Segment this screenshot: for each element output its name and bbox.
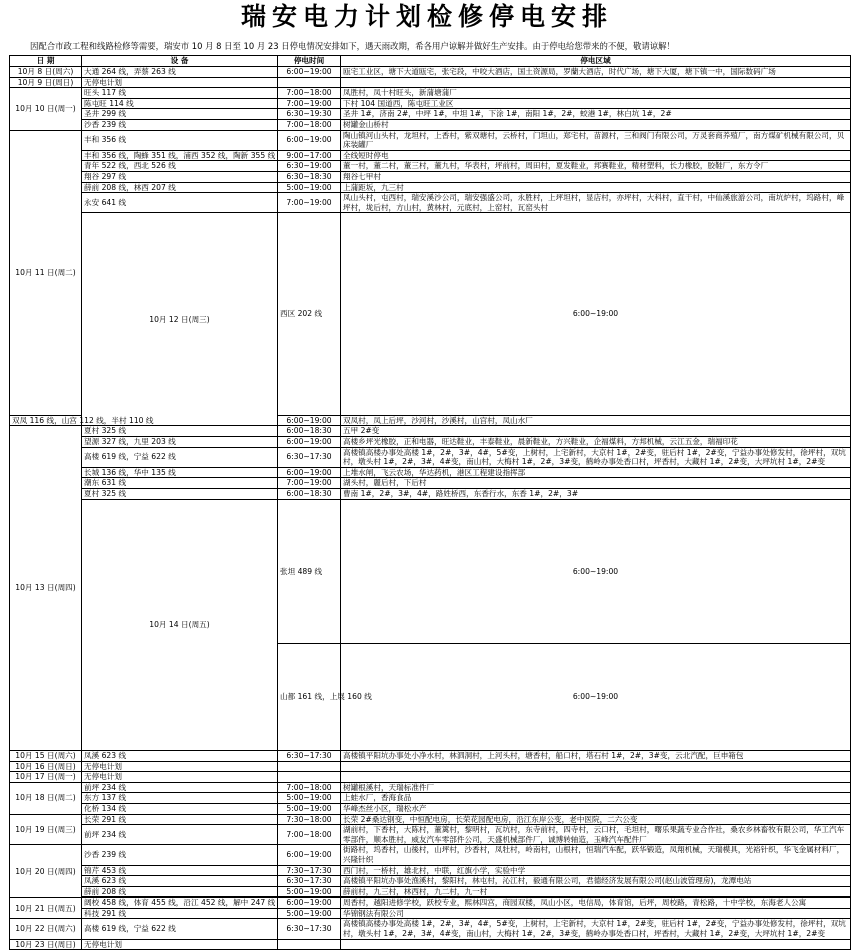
equipment-cell: 圣井 299 线: [82, 109, 278, 120]
table-row: [10, 886, 851, 897]
time-cell: 6:30~18:30: [278, 171, 341, 182]
equipment-cell: 无停电计划: [82, 772, 278, 783]
time-cell: 6:30~17:30: [278, 876, 341, 887]
area-cell: 上蒲距坂，九三村: [341, 182, 851, 193]
equipment-cell: 夏村 325 线: [82, 488, 278, 499]
table-row: [10, 436, 851, 447]
equipment-cell: 高楼 619 线，宁益 622 线: [82, 447, 278, 467]
area-cell: 西门村，一桥村，雄北村，中联，红旗小学，实验中学: [341, 865, 851, 876]
table-row: [10, 488, 851, 499]
table-row: [10, 447, 851, 467]
table-row: [10, 150, 851, 161]
table-row: [10, 825, 851, 845]
table-row: [10, 213, 851, 415]
table-header-row: [10, 56, 851, 67]
equipment-cell: 无停电计划: [82, 939, 278, 950]
time-cell: 6:30~17:30: [278, 919, 341, 939]
equipment-cell: 长荣 291 线: [82, 814, 278, 825]
area-cell: 下村 104 国道西，陈屯旺工业区: [341, 98, 851, 109]
time-cell: [278, 772, 341, 783]
equipment-cell: 薛前 208 线: [82, 886, 278, 897]
header-area: 停电区域: [341, 56, 851, 67]
table-row: [10, 793, 851, 804]
area-cell: 董一村，董二村，董三村，董九村，华表村，坪前村，周田村，夏发鞋业，邦赛鞋业，精材塑料，长力橡胶，胶鞋厂，东方令厂: [341, 161, 851, 172]
table-row: [10, 772, 851, 783]
time-cell: 7:00~19:00: [278, 478, 341, 489]
table-row: [10, 499, 851, 644]
equipment-cell: 化桥 134 线: [82, 803, 278, 814]
table-row: [10, 98, 851, 109]
table-row: [10, 77, 851, 88]
area-cell: 陶山镇河山头村，龙坦村，上香村，紫双塘村，云桥村，门坦山，郑宅村，苗源村，三和阀门有限公司，万灵套商养殖厂，南方煤矿机械有限公司，贝床装罐厂: [341, 130, 851, 150]
equipment-cell: 沙香 239 线: [82, 845, 278, 865]
area-cell: 长荣 2#桑达钢变，中恒配电房，长荣花园配电房，沿江东岸公变，老中医院，二六公变: [341, 814, 851, 825]
table-row: [10, 803, 851, 814]
table-row: [10, 415, 851, 426]
time-cell: 7:30~18:00: [278, 814, 341, 825]
time-cell: 6:00~19:00: [278, 845, 341, 865]
equipment-cell: 凤溪 623 线: [82, 750, 278, 761]
date-cell: 10月 16 日(周日): [10, 761, 82, 772]
area-cell: 圣井 1#，济南 2#，中坪 1#，中坦 1#，下涂 1#，南阳 1#，2#，蛟港 1#，林白坑 1#，2#: [341, 109, 851, 120]
time-cell: [278, 77, 341, 88]
time-cell: 7:00~19:00: [278, 98, 341, 109]
table-row: [10, 467, 851, 478]
equipment-cell: 西区 202 线: [278, 213, 341, 415]
equipment-cell: 陈屯旺 114 线: [82, 98, 278, 109]
area-cell: 凤山头村，屯西村，瑞安溪沙公司，瑞安强盛公司，永胜村，上坪坦村，显店村，亦坪村，大科村，直干村，中仙溪旅游公司，南坑炉村，坞路村，峰坪村，垅后村，方山村，黄林村，元底村，上窑村，瓦窑头村: [341, 193, 851, 213]
area-cell: 湖前村，下香村，大陈村，董篱村，黎明村，瓦坑村，东寺前村，四寺村，云口村，毛坦村，曙乐果蔬专业合作社，桑农乡林畜牧有限公司，华工汽车零部件，顺本胜村，威友汽车零部件公司，天盛机械部件厂，诚博转轴造，玉峰汽车配件厂: [341, 825, 851, 845]
time-cell: 6:00~19:00: [341, 499, 851, 644]
equipment-cell: 永安 641 线: [82, 193, 278, 213]
table-row: [10, 478, 851, 489]
time-cell: 6:30~17:30: [278, 447, 341, 467]
area-cell: [341, 772, 851, 783]
equipment-cell: 丰和 356 线，陶蜂 351 线，浦西 352 线，陶新 355 线: [82, 150, 278, 161]
area-cell: 高楼乡坪光橡胶，正和电器，旺达鞋业，丰泰鞋业，晨新鞋业，方兴鞋业，企福煤料，方邦机械，云江五金，瑞福印花: [341, 436, 851, 447]
table-row: [10, 865, 851, 876]
table-row: [10, 171, 851, 182]
equipment-cell: 阔校 458 线，体育 455 线，沿江 452 线，解中 247 线: [82, 898, 278, 909]
time-cell: [278, 761, 341, 772]
equipment-cell: 潮东 631 线: [82, 478, 278, 489]
equipment-cell: 长城 136 线，华中 135 线: [82, 467, 278, 478]
date-cell: 10月 8 日(周六): [10, 67, 82, 78]
time-cell: 9:00~17:00: [278, 150, 341, 161]
equipment-cell: 高楼 619 线，宁益 622 线: [82, 919, 278, 939]
time-cell: 6:00~19:00: [278, 67, 341, 78]
table-row: [10, 876, 851, 887]
time-cell: 6:00~19:00: [278, 898, 341, 909]
table-row: [10, 814, 851, 825]
area-cell: 瓯宅工业区，塘下大道瓯宅，张宅段，中咬大酒店，国土资源局，罗蘭大酒店，时代广场，塘下大厦，塘下镇一中，国际数码广场: [341, 67, 851, 78]
equipment-cell: 大通 264 线，弄蔡 263 线: [82, 67, 278, 78]
table-row: [10, 426, 851, 437]
table-row: [10, 67, 851, 78]
equipment-cell: 望源 327 线，九里 203 线: [82, 436, 278, 447]
equipment-cell: 张坦 489 线: [278, 499, 341, 644]
date-cell: 10月 19 日(周三): [10, 814, 82, 845]
table-row: [10, 109, 851, 120]
area-cell: 薛前村，九三村，林西村，九二村，九一村: [341, 886, 851, 897]
table-row: [10, 750, 851, 761]
time-cell: 6:00~19:00: [341, 644, 851, 751]
time-cell: 7:30~17:30: [278, 865, 341, 876]
area-cell: 树罐根溪村，天瑞标准件厂: [341, 782, 851, 793]
area-cell: 街路村，坞香村，山後村，山坪村，沙香村，凤牡村，岭南村，山根村，恒瑞汽车配，跃华锻造，凤翔机械，天瑞模具，光裕针织，华飞金属材料厂，兴隆针织: [341, 845, 851, 865]
header-date: 日 期: [10, 56, 82, 67]
equipment-cell: 翔谷 297 线: [82, 171, 278, 182]
time-cell: 5:00~19:00: [278, 886, 341, 897]
time-cell: 7:00~18:00: [278, 825, 341, 845]
area-cell: 高楼镇高楼办事处高楼 1#，2#，3#，4#，5#变，上树村，上宅新村，大京村 1#，2#变，驻后村 1#，2#变，宁益办事处修发村，徐坪村，双坑村，墩头村 1#，2#，3#，4#变，南山村，大梅村 1#，2#，3#变，鹤岭办事处香口村，坪香村，大藏村 1#，2#变，大坪坑村 1#，2#变: [341, 447, 851, 467]
area-cell: 高楼镇高楼办事处高楼 1#，2#，3#，4#，5#变，上树村，上宅新村，大京村 1#，2#变，驻后村 1#，2#变，宁益办事处修发村，徐坪村，双坑村，墩头村 1#，2#，3#，4#变，南山村，大梅村 1#，2#，3#变，鹤岭办事处香口村，坪香村，大藏村 1#，2#变，大坪坑村 1#，2#变: [341, 919, 851, 939]
table-row: [10, 908, 851, 919]
area-cell: 上堆水闸，飞云农场，华达药机，港区工程建设指挥部: [341, 467, 851, 478]
area-cell: 翔谷七甲村: [341, 171, 851, 182]
time-cell: 7:00~18:00: [278, 119, 341, 130]
equipment-cell: 凤溪 623 线: [82, 876, 278, 887]
area-cell: 上蛙水厂，香海食品: [341, 793, 851, 804]
time-cell: 6:30~19:30: [278, 109, 341, 120]
area-cell: 周香村，越阳进修学校，跃校专业，熙林四宫，商园双楼，凤山小区，电信局，体育馆，后坪，周校路，青松路，十中学校，东海老人公寓: [341, 898, 851, 909]
area-cell: 高楼镇平阳坑办事处渔溪村，黎阳村，林屯村，沁江村，毅通有限公司，君德经济发展有限公司(赵山波管理房)，龙潭电站: [341, 876, 851, 887]
date-cell: 10月 21 日(周五): [10, 898, 82, 919]
area-cell: 华峰杰丝小区，瑞松水产: [341, 803, 851, 814]
date-cell: 10月 12 日(周三): [82, 213, 278, 426]
equipment-cell: 夏村 325 线: [82, 426, 278, 437]
equipment-cell: 薛前 208 线，林西 207 线: [82, 182, 278, 193]
time-cell: 5:00~19:00: [278, 803, 341, 814]
time-cell: 5:00~19:00: [278, 182, 341, 193]
date-cell: 10月 18 日(周二): [10, 782, 82, 814]
intro-text: 因配合市政工程和线路检修等需要，瑞安市 10 月 8 日至 10 月 23 日停电情况安排如下，遇天雨改期，希各用户谅解并做好生产安排。由于停电给您带来的不便，敬请谅解！: [30, 41, 675, 51]
time-cell: 7:00~19:00: [278, 193, 341, 213]
date-cell: 10月 13 日(周四): [10, 426, 82, 751]
equipment-cell: 丰和 356 线: [82, 130, 278, 150]
header-time: 停电时间: [278, 56, 341, 67]
time-cell: 5:00~19:00: [278, 908, 341, 919]
equipment-cell: 无停电计划: [82, 77, 278, 88]
time-cell: 6:00~19:00: [278, 415, 341, 426]
date-cell: 10月 9 日(周日): [10, 77, 82, 88]
outage-table: [9, 55, 851, 950]
area-cell: 五甲 2#变: [341, 426, 851, 437]
area-cell: [341, 939, 851, 950]
table-row: [10, 919, 851, 939]
equipment-cell: 前坪 234 线: [82, 825, 278, 845]
equipment-cell: 科技 291 线: [82, 908, 278, 919]
date-cell: 10月 20 日(周四): [10, 845, 82, 898]
date-cell: 10月 22 日(周六): [10, 919, 82, 939]
header-equipment: 设 备: [82, 56, 278, 67]
table-row: [10, 88, 851, 99]
time-cell: 6:00~18:30: [278, 426, 341, 437]
table-row: [10, 119, 851, 130]
table-row: [10, 898, 851, 909]
area-cell: 曹南 1#，2#，3#，4#，路姓桥西，东香行水，东香 1#，2#，3#: [341, 488, 851, 499]
equipment-cell: 旺头 117 线: [82, 88, 278, 99]
area-cell: 高楼镇平阳坑办事处小净水村，林泗洞村，上河头村，塘香村，船口村，塔石村 1#，2#，3#变，云北汽配，巨申箱包: [341, 750, 851, 761]
table-row: [10, 845, 851, 865]
date-cell: 10月 11 日(周二): [10, 130, 82, 415]
area-cell: 双凤村，凤上后坪，沙河村，沙溪村，山宫村，凤山水厂: [341, 415, 851, 426]
table-row: [10, 761, 851, 772]
equipment-cell: 双凤 116 线，山宫 112 线，半村 110 线: [10, 415, 82, 426]
time-cell: 6:00~19:00: [278, 436, 341, 447]
time-cell: 5:00~19:00: [278, 793, 341, 804]
table-body: [10, 67, 851, 950]
area-cell: 华锦钢法有限公司: [341, 908, 851, 919]
time-cell: 6:00~19:00: [278, 467, 341, 478]
page-title: 瑞安电力计划检修停电安排: [240, 2, 613, 31]
table-row: [10, 161, 851, 172]
time-cell: 6:00~19:00: [341, 213, 851, 415]
time-cell: 7:00~18:00: [278, 782, 341, 793]
date-cell: 10月 14 日(周五): [82, 499, 278, 750]
area-cell: [341, 77, 851, 88]
time-cell: 6:00~18:30: [278, 488, 341, 499]
equipment-cell: 前坪 234 线: [82, 782, 278, 793]
table-row: [10, 193, 851, 213]
date-cell: 10月 17 日(周一): [10, 772, 82, 783]
equipment-cell: 青年 522 线，西北 526 线: [82, 161, 278, 172]
area-cell: 树罐金山桥村: [341, 119, 851, 130]
area-cell: [341, 761, 851, 772]
date-cell: 10月 10 日(周一): [10, 88, 82, 130]
time-cell: 6:30~17:30: [278, 750, 341, 761]
date-cell: 10月 23 日(周日): [10, 939, 82, 950]
date-cell: 10月 15 日(周六): [10, 750, 82, 761]
area-cell: 湖头村，麗后村，下后村: [341, 478, 851, 489]
table-row: [10, 130, 851, 150]
equipment-cell: 东方 137 线: [82, 793, 278, 804]
table-row: [10, 782, 851, 793]
equipment-cell: 无停电计划: [82, 761, 278, 772]
table-row: [10, 182, 851, 193]
time-cell: 6:30~19:00: [278, 161, 341, 172]
time-cell: [278, 939, 341, 950]
table-row: [10, 939, 851, 950]
equipment-cell: 山都 161 线，上展 160 线: [278, 644, 341, 751]
area-cell: 凤胜村，凤十村旺头，新蒲塘蒲厂: [341, 88, 851, 99]
area-cell: 全线短时停电: [341, 150, 851, 161]
equipment-cell: 沙香 239 线: [82, 119, 278, 130]
equipment-cell: 锦芹 453 线: [82, 865, 278, 876]
time-cell: 7:00~18:00: [278, 88, 341, 99]
time-cell: 6:00~19:00: [278, 130, 341, 150]
